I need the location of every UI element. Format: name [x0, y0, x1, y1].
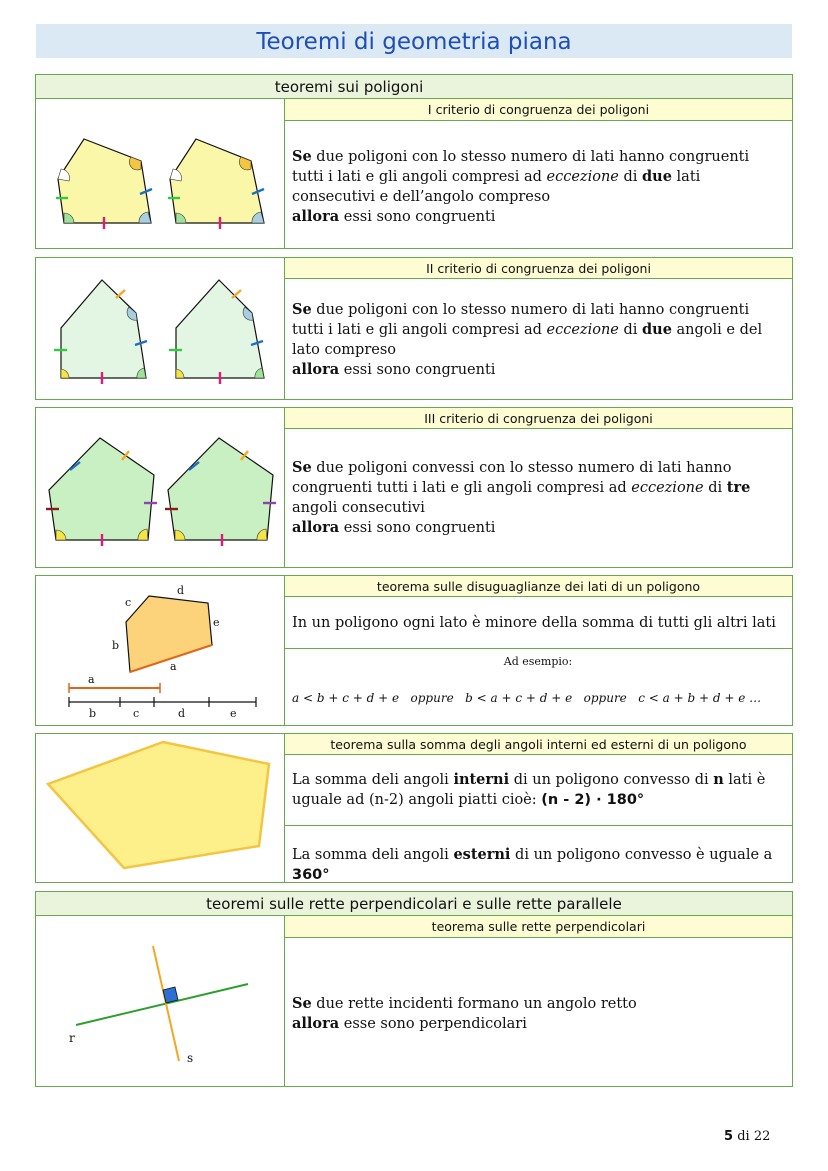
section-lines — [35, 891, 793, 1087]
criterion-3-figure — [36, 408, 283, 568]
label-c: c — [125, 596, 132, 609]
label-b: b — [112, 639, 120, 652]
criterion-2-text: Se due poligoni con lo stesso numero di lati hanno congruenti tutti i lati e gli angoli compresi ad eccezione di due angoli e del lato compreso allora essi sono congruenti — [292, 301, 763, 378]
angles-box — [35, 733, 793, 883]
criterion-2-title: II criterio di congruenza dei poligoni — [284, 258, 792, 279]
angles-figure — [36, 734, 283, 883]
criterion-3-title: III criterio di congruenza dei poligoni — [284, 408, 792, 429]
perpendicular-figure — [36, 916, 283, 1086]
section-header-lines: teoremi sulle rette perpendicolari e sulle rette parallele — [36, 892, 792, 916]
section-header: teoremi sui poligoni — [36, 75, 792, 99]
perpendicular-title: teorema sulle rette perpendicolari — [284, 916, 792, 938]
perpendicular-text: Se due rette incidenti formano un angolo retto allora esse sono perpendicolari — [292, 995, 637, 1032]
seg-c: c — [133, 707, 140, 720]
label-e: e — [213, 616, 220, 629]
label-a-seg: a — [88, 673, 95, 686]
inequality-figure — [36, 576, 283, 726]
criterion-1-text: Se due poligoni con lo stesso numero di lati hanno congruenti tutti i lati e gli angoli compresi ad eccezione di due lati consecutivi e dell’angolo compreso allora essi sono congruenti — [292, 148, 750, 225]
seg-d: d — [178, 707, 186, 720]
seg-e: e — [230, 707, 237, 720]
inequality-box — [35, 575, 793, 726]
inequality-title: teorema sulle disuguaglianze dei lati di un poligono — [284, 576, 792, 597]
page-title: Teoremi di geometria piana — [36, 24, 792, 58]
section-polygons — [35, 74, 793, 249]
criterion-3-text: Se due poligoni convessi con lo stesso numero di lati hanno congruenti tutti i lati e gli angoli compresi ad eccezione di tre angoli consecutivi allora essi sono congruenti — [292, 459, 751, 536]
example-label: Ad esempio: — [503, 655, 573, 668]
label-a-poly: a — [170, 660, 177, 673]
label-r: r — [69, 1031, 75, 1045]
label-d: d — [177, 584, 185, 597]
criterion-1-title: I criterio di congruenza dei poligoni — [284, 99, 792, 121]
inequality-text: In un poligono ogni lato è minore della somma di tutti gli altri lati — [292, 615, 776, 631]
page-number: 5 di 22 — [724, 1129, 771, 1144]
criterion-1-figure — [36, 99, 283, 249]
seg-b: b — [89, 707, 97, 720]
label-s: s — [187, 1051, 194, 1065]
angles-text-external: La somma deli angoli esterni di un poligono convesso è uguale a 360° — [292, 846, 773, 883]
criterion-2-figure — [36, 258, 283, 400]
example-formula: a < b + c + d + e oppure b < a + c + d + e oppure c < a + b + d + e … — [292, 691, 762, 705]
angles-text-internal: La somma deli angoli interni di un poligono convesso di n lati è uguale ad (n-2) angoli piatti cioè: (n - 2) · 180° — [292, 771, 766, 808]
angles-title: teorema sulla somma degli angoli interni ed esterni di un poligono — [284, 734, 792, 755]
criterion-3-box — [35, 407, 793, 568]
criterion-2-box — [35, 257, 793, 400]
